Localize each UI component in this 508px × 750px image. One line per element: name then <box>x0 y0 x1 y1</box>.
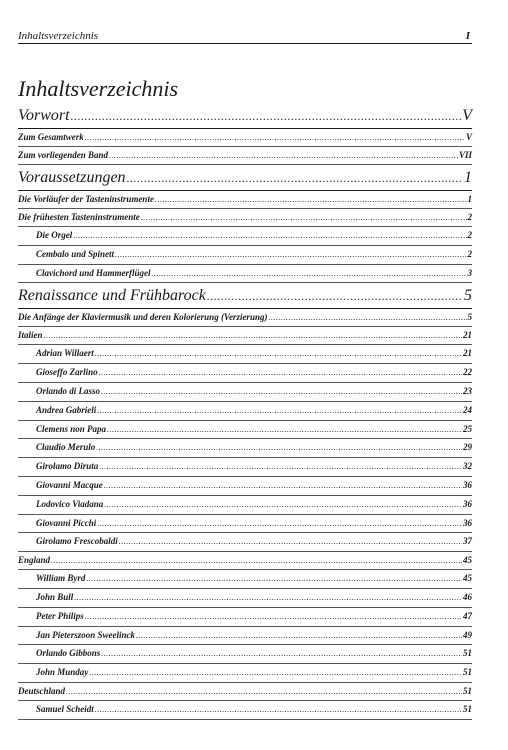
toc-entry-title: Clemens non Papa <box>36 423 107 434</box>
toc-section <box>18 283 472 309</box>
toc-entry-title: Cembalo und Spinett <box>36 248 115 259</box>
dot-leader <box>97 515 462 533</box>
toc-entry-title: Zum vorliegenden Band <box>18 150 109 160</box>
dot-leader <box>66 683 462 700</box>
toc-page-number: 25 <box>463 423 472 434</box>
dot-leader <box>71 104 462 129</box>
toc-entry-title: John Munday <box>36 667 89 678</box>
dot-leader <box>85 129 465 146</box>
toc-page-number: 36 <box>463 498 472 509</box>
dot-leader <box>109 147 458 164</box>
dot-leader <box>73 227 466 245</box>
dot-leader <box>101 645 462 663</box>
toc-entry-title: Girolamo Diruta <box>36 461 99 472</box>
toc-section <box>18 103 472 129</box>
toc-page-number: 21 <box>463 348 472 359</box>
toc-subentry <box>18 383 472 402</box>
toc-page-number: 45 <box>463 555 472 566</box>
toc-page-number: 32 <box>463 461 472 472</box>
toc-subentry <box>18 608 472 627</box>
toc-subentry <box>18 265 472 284</box>
dot-leader <box>44 327 462 344</box>
toc-page-number: 51 <box>463 685 472 696</box>
toc-page-number: 2 <box>467 212 472 222</box>
toc-subentry <box>18 496 472 515</box>
dot-leader <box>51 552 462 569</box>
toc-entry <box>18 552 472 570</box>
dot-leader <box>152 265 467 283</box>
dot-leader <box>155 191 467 208</box>
page-title: Inhaltsverzeichnis <box>18 76 179 101</box>
header-page-number: I <box>465 30 470 42</box>
toc-page-number: V <box>465 132 472 142</box>
dot-leader <box>141 209 467 226</box>
toc-page-number: 51 <box>463 667 472 678</box>
dot-leader <box>268 309 466 326</box>
toc-entry-title: Giovanni Picchi <box>36 517 97 528</box>
toc-subentry <box>18 664 472 683</box>
toc-subentry <box>18 227 472 246</box>
toc-subentry <box>18 246 472 265</box>
dot-leader <box>101 383 462 401</box>
toc-subentry <box>18 570 472 589</box>
toc-subentry <box>18 627 472 646</box>
toc-subentry <box>18 645 472 664</box>
toc-entry-title: Deutschland <box>18 685 66 696</box>
toc-entry-title: Adrian Willaert <box>36 348 94 359</box>
dot-leader <box>115 246 466 264</box>
toc-subentry <box>18 701 472 720</box>
toc-page-number: 1 <box>467 194 472 204</box>
toc-entry-title: Die frühesten Tasteninstrumente <box>18 212 140 222</box>
toc-section <box>18 165 472 191</box>
toc-page-number: 5 <box>467 312 472 323</box>
toc-entry-title: Girolamo Frescobaldi <box>36 536 118 547</box>
toc-page-number: 5 <box>464 287 472 305</box>
toc-subentry <box>18 402 472 421</box>
toc-page-number: 2 <box>467 248 472 259</box>
toc-page-number: 24 <box>463 404 472 415</box>
dot-leader <box>104 477 462 495</box>
dot-leader <box>74 589 462 607</box>
dot-leader <box>127 166 463 191</box>
toc-page-number: 51 <box>463 648 472 659</box>
toc-entry-title: Andrea Gabrieli <box>36 404 97 415</box>
toc-page-number: 3 <box>467 267 472 278</box>
toc-subentry <box>18 421 472 440</box>
toc-page-number: 45 <box>463 573 472 584</box>
toc-entry <box>18 147 472 165</box>
dot-leader <box>89 664 462 682</box>
toc-entry-title: Peter Philips <box>36 610 84 621</box>
toc-entry-title: England <box>18 555 51 566</box>
toc-entry-title: William Byrd <box>36 573 86 584</box>
dot-leader <box>95 345 462 363</box>
toc-entry-title: Orlando di Lasso <box>36 385 101 396</box>
dot-leader <box>99 458 462 476</box>
toc-entry-title: Gioseffo Zarlino <box>36 367 98 378</box>
toc-page-number: V <box>462 107 472 124</box>
toc-page-number: 46 <box>463 591 472 602</box>
toc-page-number: 37 <box>463 536 472 547</box>
table-of-contents <box>18 103 472 720</box>
toc-entry-title: Claudio Merulo <box>36 442 96 453</box>
toc-subentry <box>18 364 472 383</box>
toc-page-number: 36 <box>463 479 472 490</box>
toc-subentry <box>18 589 472 608</box>
toc-entry-title: Orlando Gibbons <box>36 648 101 659</box>
toc-entry-title: Italien <box>18 330 43 341</box>
toc-entry-title: Die Vorläufer der Tasteninstrumente <box>18 194 154 204</box>
toc-entry <box>18 209 472 227</box>
toc-entry-title: Giovanni Macque <box>36 479 103 490</box>
running-title: Inhaltsverzeichnis <box>18 30 99 42</box>
dot-leader <box>104 496 462 514</box>
toc-entry <box>18 683 472 701</box>
toc-entry <box>18 191 472 209</box>
toc-subentry <box>18 345 472 364</box>
dot-leader <box>207 284 463 309</box>
toc-page-number: 1 <box>464 169 472 186</box>
toc-subentry <box>18 515 472 534</box>
toc-entry <box>18 327 472 345</box>
toc-entry-title: Die Orgel <box>36 230 73 240</box>
toc-entry-title: Samuel Scheidt <box>36 703 94 714</box>
toc-subentry <box>18 533 472 552</box>
dot-leader <box>136 627 462 645</box>
toc-entry-title: Voraussetzungen <box>18 169 126 186</box>
dot-leader <box>97 402 462 420</box>
toc-entry-title: Vorwort <box>18 107 70 124</box>
toc-page-number: 23 <box>463 385 472 396</box>
running-header <box>18 30 472 44</box>
toc-page-number: 21 <box>463 330 472 341</box>
toc-subentry <box>18 477 472 496</box>
toc-subentry <box>18 439 472 458</box>
toc-page-number: 51 <box>463 703 472 714</box>
toc-entry-title: John Bull <box>36 591 74 602</box>
toc-entry <box>18 129 472 147</box>
toc-entry-title: Lodovico Viadana <box>36 498 104 509</box>
toc-entry-title: Renaissance und Frühbarock <box>18 287 206 305</box>
toc-entry <box>18 309 472 327</box>
dot-leader <box>99 364 462 382</box>
toc-subentry <box>18 458 472 477</box>
toc-entry-title: Die Anfänge der Klaviermusik und deren Kolorierung (Verzierung) <box>18 312 268 323</box>
toc-entry-title: Clavichord und Hammerflügel <box>36 267 151 278</box>
dot-leader <box>119 533 462 551</box>
dot-leader <box>85 608 462 626</box>
dot-leader <box>107 421 462 439</box>
toc-entry-title: Jan Pieterszoon Sweelinck <box>36 629 136 640</box>
dot-leader <box>86 570 462 588</box>
toc-page-number: VII <box>458 150 472 160</box>
toc-page-number: 2 <box>467 230 472 240</box>
dot-leader <box>96 439 462 457</box>
dot-leader <box>95 701 462 719</box>
toc-entry-title: Zum Gesamtwerk <box>18 132 84 142</box>
toc-page-number: 49 <box>463 629 472 640</box>
toc-page-number: 47 <box>463 610 472 621</box>
toc-page-number: 29 <box>463 442 472 453</box>
toc-page-number: 36 <box>463 517 472 528</box>
toc-page-number: 22 <box>463 367 472 378</box>
